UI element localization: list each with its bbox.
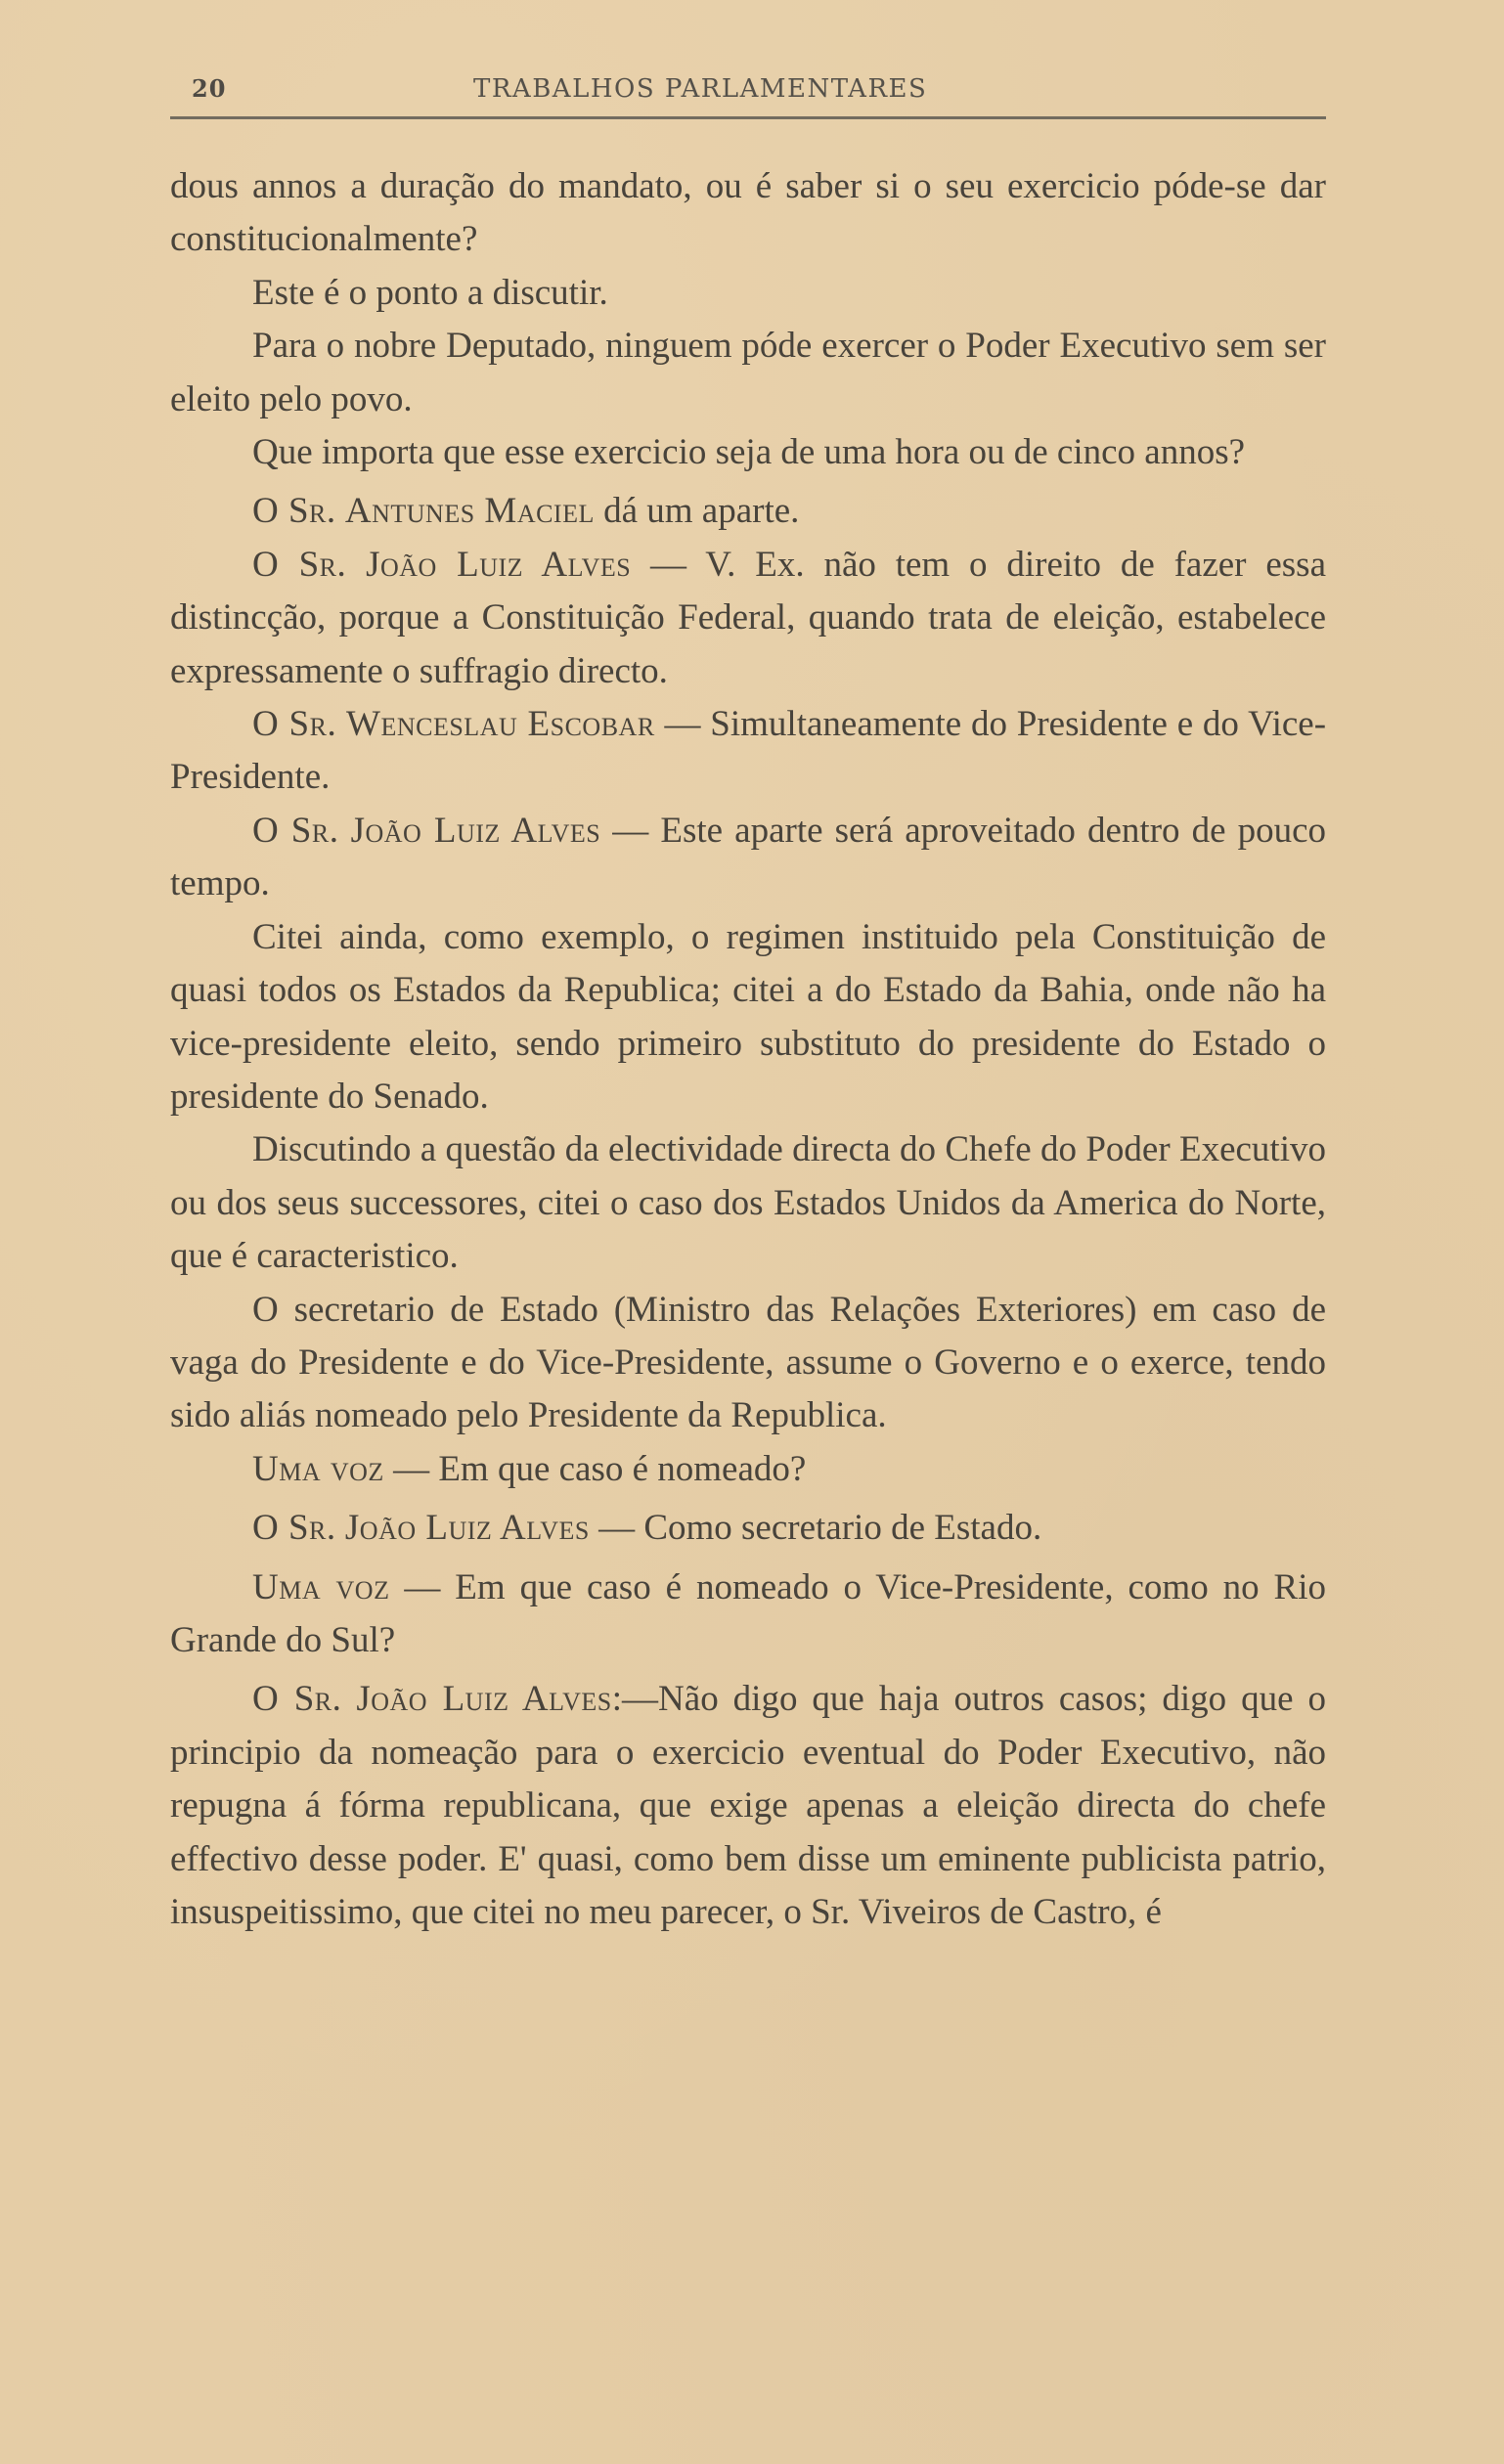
speech-paragraph	[170, 698, 1326, 805]
running-title: TRABALHOS PARLAMENTARES	[473, 74, 928, 104]
speech-text: — V. Ex. não tem o direito de fazer essa distincção, porque a Constituição Federal, quando trata de eleição, estabelece expressamente o suffragio directo.	[170, 544, 1326, 691]
speech-paragraph	[170, 539, 1326, 698]
paragraph	[170, 1284, 1326, 1443]
speech-text: — Como secretario de Estado.	[598, 1508, 1042, 1549]
paragraph	[170, 426, 1326, 479]
speech-text: — Este aparte será aproveitado dentro de pouco tempo.	[170, 810, 1327, 904]
page-number: 20	[192, 74, 227, 103]
speech-paragraph	[170, 805, 1326, 911]
speech-text: — Em que caso é nomeado o Vice-Presidente, como no Rio Grande do Sul?	[170, 1566, 1326, 1660]
paragraph-text: Discutindo a questão da electividade directa do Chefe do Poder Executivo ou dos seus successores, citei o caso dos Estados Unidos da America do Norte, que é caracteristico.	[170, 1129, 1326, 1277]
paragraph	[170, 1123, 1326, 1283]
paragraph-text: dous annos a duração do mandato, ou é saber si o seu exercicio póde-se dar constitucionalmente?	[170, 166, 1326, 260]
paragraph-text: Para o nobre Deputado, ninguem póde exercer o Poder Executivo sem ser eleito pelo povo.	[170, 326, 1326, 419]
paragraph-text: O secretario de Estado (Ministro das Relações Exteriores) em caso de vaga do Presidente e do Vice-Presidente, assume o Governo e o exerce, tendo sido aliás nomeado pelo Presidente da Republica.	[170, 1289, 1326, 1436]
speaker-name: Wenceslau Escobar	[346, 704, 655, 745]
paragraph	[170, 911, 1326, 1124]
speaker-prefix: O Sr.	[252, 810, 339, 851]
speaker-prefix: O Sr.	[252, 544, 347, 585]
header-rule	[170, 116, 1326, 119]
speech-paragraph	[170, 485, 1326, 538]
speech-text: — Simultaneamente do Presidente e do Vice-Presidente.	[170, 704, 1327, 798]
speech-paragraph	[170, 1562, 1326, 1668]
speech-paragraph	[170, 1673, 1326, 1939]
speech-paragraph	[170, 1443, 1326, 1496]
paragraph	[170, 160, 1326, 267]
paragraph-text: Este é o ponto a discutir.	[252, 272, 608, 313]
paragraph	[170, 320, 1326, 426]
speech-text: :—Não digo que haja outros casos; digo que o principio da nomeação para o exercicio eventual do Poder Executivo, não repugna á fórma republicana, que exige apenas a eleição directa do chefe effectivo desse poder. E' quasi, como bem disse um eminente publicista patrio, insuspeitissimo, que citei no meu parecer, o Sr. Viveiros de Castro, é	[170, 1679, 1327, 1932]
speech-text: dá um aparte.	[603, 491, 800, 532]
speaker-name: João Luiz Alves	[344, 1508, 590, 1549]
speaker-name: João Luiz Alves	[356, 1679, 612, 1720]
body-text	[170, 160, 1326, 1939]
speaker-name: Antunes Maciel	[344, 491, 595, 532]
speaker-prefix: O Sr.	[252, 491, 336, 532]
speaker-prefix: O Sr.	[252, 704, 337, 745]
speaker-prefix: O Sr.	[252, 1679, 342, 1720]
paragraph-text: Citei ainda, como exemplo, o regimen instituido pela Constituição de quasi todos os Estados da Republica; citei a do Estado da Bahia, onde não ha vice-presidente eleito, sendo primeiro substituto do presidente do Estado o presidente do Senado.	[170, 916, 1326, 1117]
paragraph	[170, 267, 1326, 320]
speaker-name: João Luiz Alves	[366, 544, 632, 585]
speaker-name: João Luiz Alves	[350, 810, 601, 851]
running-head	[170, 70, 1326, 110]
speaker-name: Uma voz	[252, 1448, 384, 1489]
speech-paragraph	[170, 1502, 1326, 1555]
speech-text: — Em que caso é nomeado?	[393, 1448, 807, 1489]
speaker-name: Uma voz	[252, 1566, 390, 1607]
speaker-prefix: O Sr.	[252, 1508, 336, 1549]
paragraph-text: Que importa que esse exercicio seja de uma hora ou de cinco annos?	[252, 432, 1246, 473]
